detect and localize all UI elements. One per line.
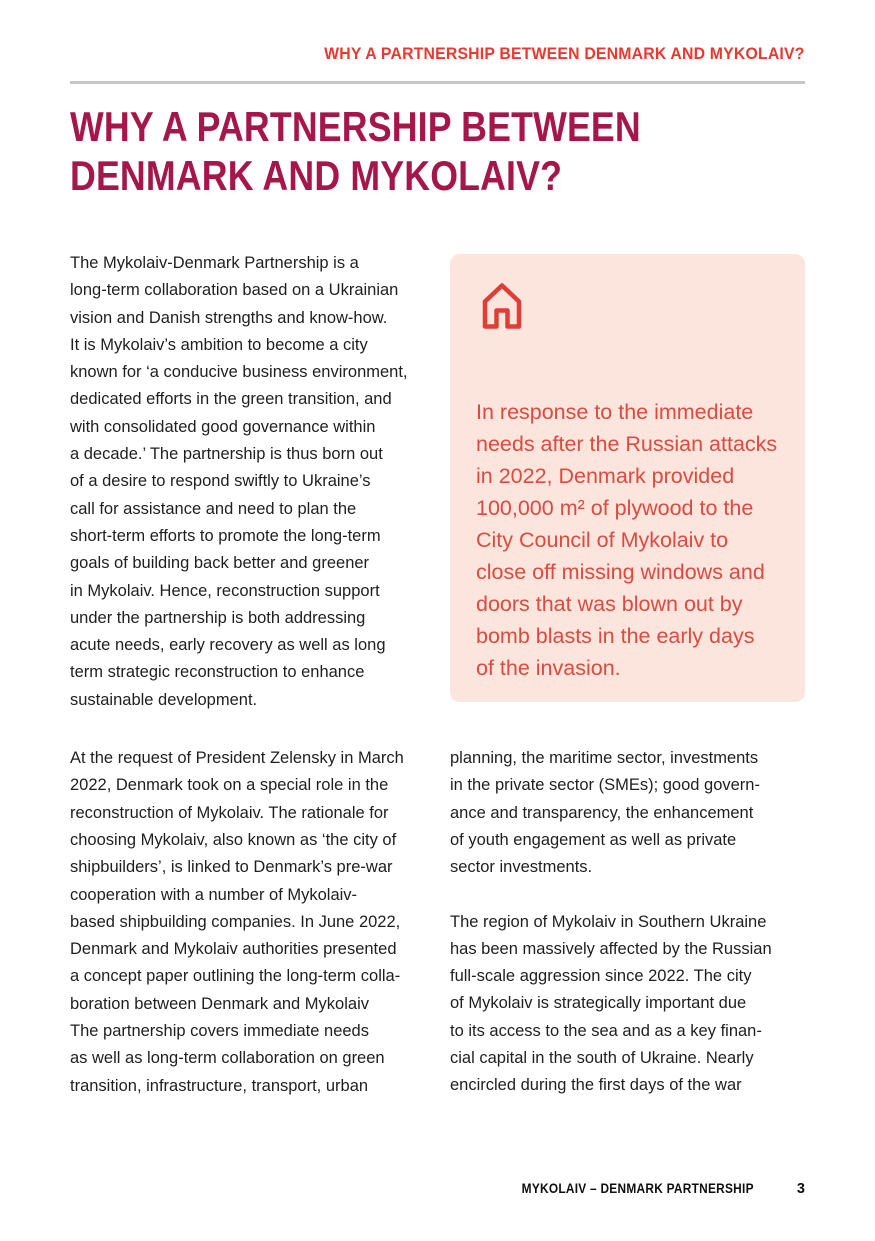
text-line: term strategic reconstruction to enhance [70,663,365,682]
page-title-line2: DENMARK AND MYKOLAIV? [70,152,563,199]
text-line: a concept paper outlining the long-term colla- [70,967,401,986]
text-line: reconstruction of Mykolaiv. The rationale for [70,803,389,822]
text-line: as well as long-term collaboration on green [70,1049,385,1068]
text-line: sector investments. [450,858,593,877]
text-line: transition, infrastructure, transport, urban [70,1076,369,1095]
text-line: doors that was blown out by [476,592,743,616]
text-line: acute needs, early recovery as well as long [70,636,386,655]
text-line: a decade.’ The partnership is thus born out [70,445,383,464]
running-header: WHY A PARTNERSHIP BETWEEN DENMARK AND MYKOLAIV? [324,44,805,63]
body-paragraph-2 [70,745,435,1100]
text-line: based shipbuilding companies. In June 2022, [70,912,401,931]
body-paragraph-1 [70,250,435,714]
text-line: At the request of President Zelensky in March [70,749,404,768]
text-line: under the partnership is both addressing [70,608,366,627]
text-line: of the invasion. [476,656,621,680]
text-line: in the private sector (SMEs); good govern- [450,776,760,795]
text-line: of Mykolaiv is strategically important due [450,994,747,1013]
text-line: The partnership covers immediate needs [70,1022,369,1041]
text-line: cooperation with a number of Mykolaiv- [70,885,358,904]
body-paragraph-4 [450,909,805,1100]
text-line: boration between Denmark and Mykolaiv [70,994,369,1013]
text-line: Denmark and Mykolaiv authorities presented [70,940,397,959]
body-column-right [450,745,805,1100]
text-line: It is Mykolaiv’s ambition to become a city [70,335,368,354]
text-line: short-term efforts to promote the long-term [70,526,381,545]
text-line: in Mykolaiv. Hence, reconstruction support [70,581,380,600]
text-line: of youth engagement as well as private [450,830,737,849]
text-line: vision and Danish strengths and know-how. [70,308,388,327]
text-line: close off missing windows and [476,560,765,584]
text-line: full-scale aggression since 2022. The city [450,967,752,986]
text-line: has been massively affected by the Russian [450,939,772,958]
text-line: choosing Mykolaiv, also known as ‘the city of [70,830,397,849]
text-line: with consolidated good governance within [70,417,376,436]
text-line: goals of building back better and greener [70,554,370,573]
text-line: to its access to the sea and as a key finan- [450,1021,762,1040]
text-line: The Mykolaiv-Denmark Partnership is a [70,254,359,272]
page-title [70,102,641,200]
text-line: dedicated efforts in the green transition, and [70,390,392,409]
text-line: needs after the Russian attacks [476,432,778,456]
text-line: 2022, Denmark took on a special role in the [70,776,389,795]
text-line: cial capital in the south of Ukraine. Nearly [450,1049,754,1068]
text-line: In response to the immediate [476,400,754,424]
page-title-line1: WHY A PARTNERSHIP BETWEEN [70,103,641,150]
text-line: bomb blasts in the early days [476,624,755,648]
content-columns [70,250,805,1100]
body-paragraph-3 [450,745,805,881]
text-line: in 2022, Denmark provided [476,464,735,488]
text-line: long-term collaboration based on a Ukrainian [70,281,399,300]
house-icon [476,280,528,332]
callout-text [476,396,781,684]
text-line: call for assistance and need to plan the [70,499,357,518]
text-line: City Council of Mykolaiv to [476,528,729,552]
text-line: The region of Mykolaiv in Southern Ukraine [450,912,767,931]
text-line: of a desire to respond swiftly to Ukraine’s [70,472,371,491]
text-line: sustainable development. [70,690,258,709]
text-line: planning, the maritime sector, investments [450,749,759,768]
callout-box [450,254,805,702]
footer-title: MYKOLAIV – DENMARK PARTNERSHIP [521,1181,754,1196]
page-footer [490,1181,805,1197]
text-line: encircled during the first days of the war [450,1076,742,1095]
page-number: 3 [796,1181,805,1197]
text-line: ance and transparency, the enhancement [450,803,754,822]
text-line: 100,000 m² of plywood to the [476,496,754,520]
text-line: shipbuilders’, is linked to Denmark’s pre-war [70,858,393,877]
header-divider [70,81,805,84]
text-line: known for ‘a conducive business environment, [70,363,408,382]
